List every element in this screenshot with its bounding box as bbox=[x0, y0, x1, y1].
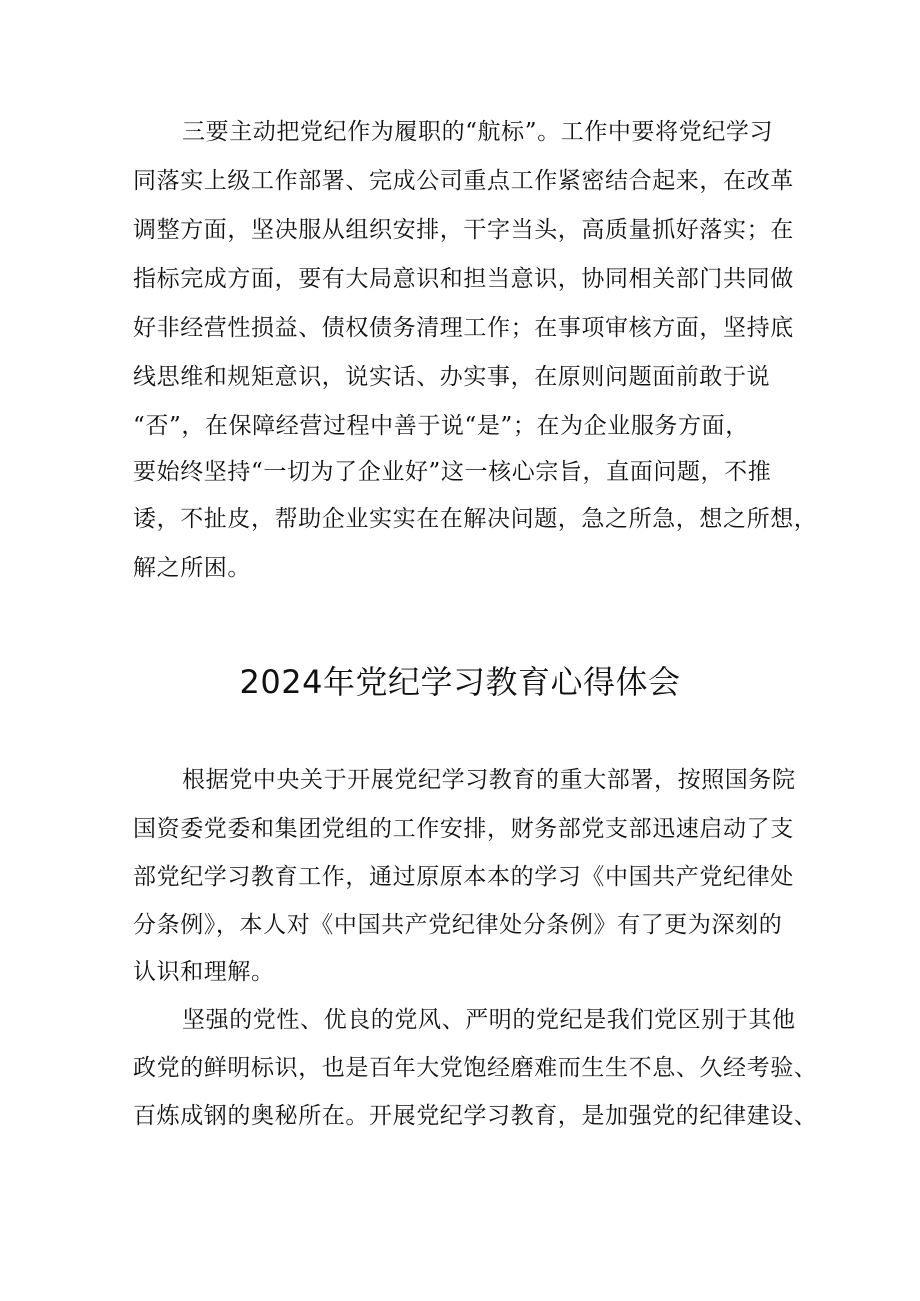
paragraph1-line-5: 认识和理解。 bbox=[133, 959, 275, 985]
section1-line-7: “否”，在保障经营过程中善于说“是”；在为企业服务方面， bbox=[133, 413, 749, 439]
section1-line-2: 同落实上级工作部署、完成公司重点工作紧密结合起来，在改革 bbox=[133, 168, 794, 194]
section1-line-5: 好非经营性损益、债权债务清理工作；在事项审核方面，坚持底 bbox=[133, 315, 794, 341]
section1-line-9: 诿，不扯皮，帮助企业实实在在解决问题，急之所急，想之所想， bbox=[133, 506, 818, 532]
section1-line-1: 三要主动把党纪作为履职的“航标”。工作中要将党纪学习 bbox=[182, 119, 774, 145]
section1-line-10: 解之所困。 bbox=[133, 555, 251, 581]
article-title: 2024年党纪学习教育心得体会 bbox=[239, 663, 681, 701]
paragraph2-line-2: 政党的鲜明标识，也是百年大党饱经磨难而生生不息、久经考验、 bbox=[133, 1055, 818, 1081]
section1-line-8: 要始终坚持“一切为了企业好”这一核心宗旨，直面问题，不推 bbox=[133, 459, 772, 485]
paragraph1-line-3: 部党纪学习教育工作，通过原原本本的学习《中国共产党纪律处 bbox=[133, 864, 794, 890]
paragraph1-line-4: 分条例》，本人对《中国共产党纪律处分条例》有了更为深刻的 bbox=[133, 912, 783, 938]
section1-line-3: 调整方面，坚决服从组织安排，干字当头，高质量抓好落实；在 bbox=[133, 217, 794, 243]
paragraph2-line-3: 百炼成钢的奥秘所在。开展党纪学习教育，是加强党的纪律建设、 bbox=[133, 1103, 818, 1129]
section1-line-6: 线思维和规矩意识，说实话、办实事，在原则问题面前敢于说 bbox=[133, 364, 771, 390]
paragraph1-line-2: 国资委党委和集团党组的工作安排，财务部党支部迅速启动了支 bbox=[133, 816, 794, 842]
section1-line-4: 指标完成方面，要有大局意识和担当意识，协同相关部门共同做 bbox=[133, 266, 794, 292]
paragraph1-line-1: 根据党中央关于开展党纪学习教育的重大部署，按照国务院 bbox=[182, 767, 796, 793]
paragraph2-line-1: 坚强的党性、优良的党风、严明的党纪是我们党区别于其他 bbox=[182, 1007, 796, 1033]
